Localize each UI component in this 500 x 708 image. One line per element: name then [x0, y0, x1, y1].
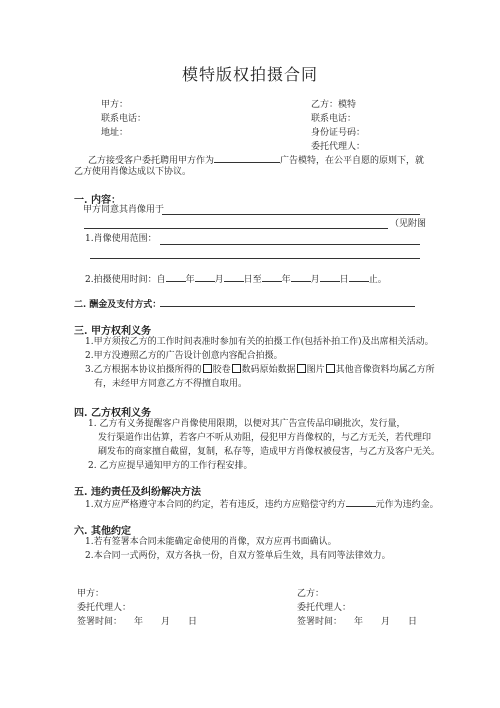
sign-b-label: 乙方： — [297, 589, 325, 599]
s3-item-1: 1.甲方须按乙方的工作时间表准时参加有关的拍摄工作(包括补拍工作)及出席相关活动。 — [85, 337, 434, 347]
party-b-id: 身份证号码： — [311, 128, 366, 138]
s3-item-3: 3.乙方根据本协议拍摄所得的 胶卷 数码原始数据 图片 其他音像资料均属乙方所 — [85, 365, 435, 375]
section-6-heading: 六. 其他约定 — [74, 526, 131, 537]
s4-item-1-cont-1: 发行渠道作出估算，若客户不听从劝阻，侵犯甲方肖像权的，与乙方无关，若代理印 — [98, 433, 432, 443]
s4-item-1: 1. 乙方有义务提醒客户肖像使用限期，以便对其广告宣传品印刷批次，发行量， — [88, 419, 406, 429]
sign-b-time: 签署时间： 年 月 日 — [297, 617, 418, 627]
section-1-heading: 一. 内容： — [74, 195, 121, 206]
intro-line-1: 乙方接受客户委托聘用甲方作为 广告模特，在公平自愿的原则下，就 — [88, 153, 424, 168]
s3-item-3-cont: 有，未经甲方同意乙方不得擅自取用。 — [94, 379, 248, 389]
other-media-checkbox[interactable] — [326, 364, 335, 373]
film-checkbox[interactable] — [203, 364, 212, 373]
sign-a-time: 签署时间： 年 月 日 — [77, 617, 198, 627]
s1-usage-blank-2 — [84, 228, 388, 229]
section-2-heading: 二. 酬金及支付方式： — [74, 300, 162, 310]
section-3-heading: 三. 甲方权利义务 — [74, 326, 151, 337]
penalty-amount-blank — [346, 497, 376, 507]
party-a-label: 甲方： — [101, 100, 129, 110]
s1-appendix-note: （见附图 — [390, 219, 427, 229]
contract-title: 模特版权拍摄合同 — [181, 65, 318, 84]
digital-data-checkbox[interactable] — [232, 364, 241, 373]
party-a-phone: 联系电话： — [101, 114, 147, 124]
party-b-agent: 委托代理人： — [311, 142, 366, 152]
party-b-label: 乙方：模特 — [311, 100, 357, 110]
s2-payment-blank — [160, 306, 415, 307]
sign-b-agent: 委托代理人： — [297, 603, 352, 613]
photo-checkbox[interactable] — [297, 364, 306, 373]
s1-time-line: 2.拍摄使用时间：自 年 月 日至 年 月 日 止。 — [85, 272, 387, 287]
model-blank — [214, 153, 280, 163]
s6-item-2: 2.本合同一式两份，双方各执一份，自双方签单后生效，具有同等法律效力。 — [85, 551, 391, 561]
s1-usage-line: 甲方同意其肖像用于 — [83, 205, 165, 215]
intro-line-2: 乙方使用肖像达成以下协议。 — [74, 167, 192, 177]
sign-a-label: 甲方： — [77, 589, 105, 599]
party-b-phone: 联系电话： — [311, 114, 357, 124]
s4-item-2: 2. 乙方应提早通知甲方的工作行程安排。 — [88, 461, 253, 471]
party-b-name: 模特 — [338, 100, 357, 110]
s5-item-1: 1.双方应严格遵守本合同的约定，若有违反，违约方应赔偿守约方 元作为违约金。 — [85, 497, 439, 512]
section-4-heading: 四. 乙方权利义务 — [74, 408, 151, 419]
party-a-address: 地址： — [101, 128, 129, 138]
section-5-heading: 五. 违约责任及纠纷解决方法 — [74, 487, 201, 498]
s4-item-1-cont-2: 刷发布的商家擅自截留，复制，私存等，造成甲方肖像权被侵害，与乙方及客户无关。 — [98, 447, 441, 457]
s1-scope-blank — [160, 244, 420, 245]
s1-usage-blank — [162, 214, 420, 215]
s6-item-1: 1.若有签署本合同未能确定命使用的肖像，双方应再书面确认。 — [85, 537, 337, 547]
s1-scope-blank-2 — [90, 258, 420, 259]
sign-a-agent: 委托代理人： — [77, 603, 132, 613]
s1-scope-label: 1.肖像使用范围： — [85, 234, 157, 244]
s3-item-2: 2.甲方没遵照乙方的广告设计创意内容配合拍摄。 — [85, 351, 283, 361]
